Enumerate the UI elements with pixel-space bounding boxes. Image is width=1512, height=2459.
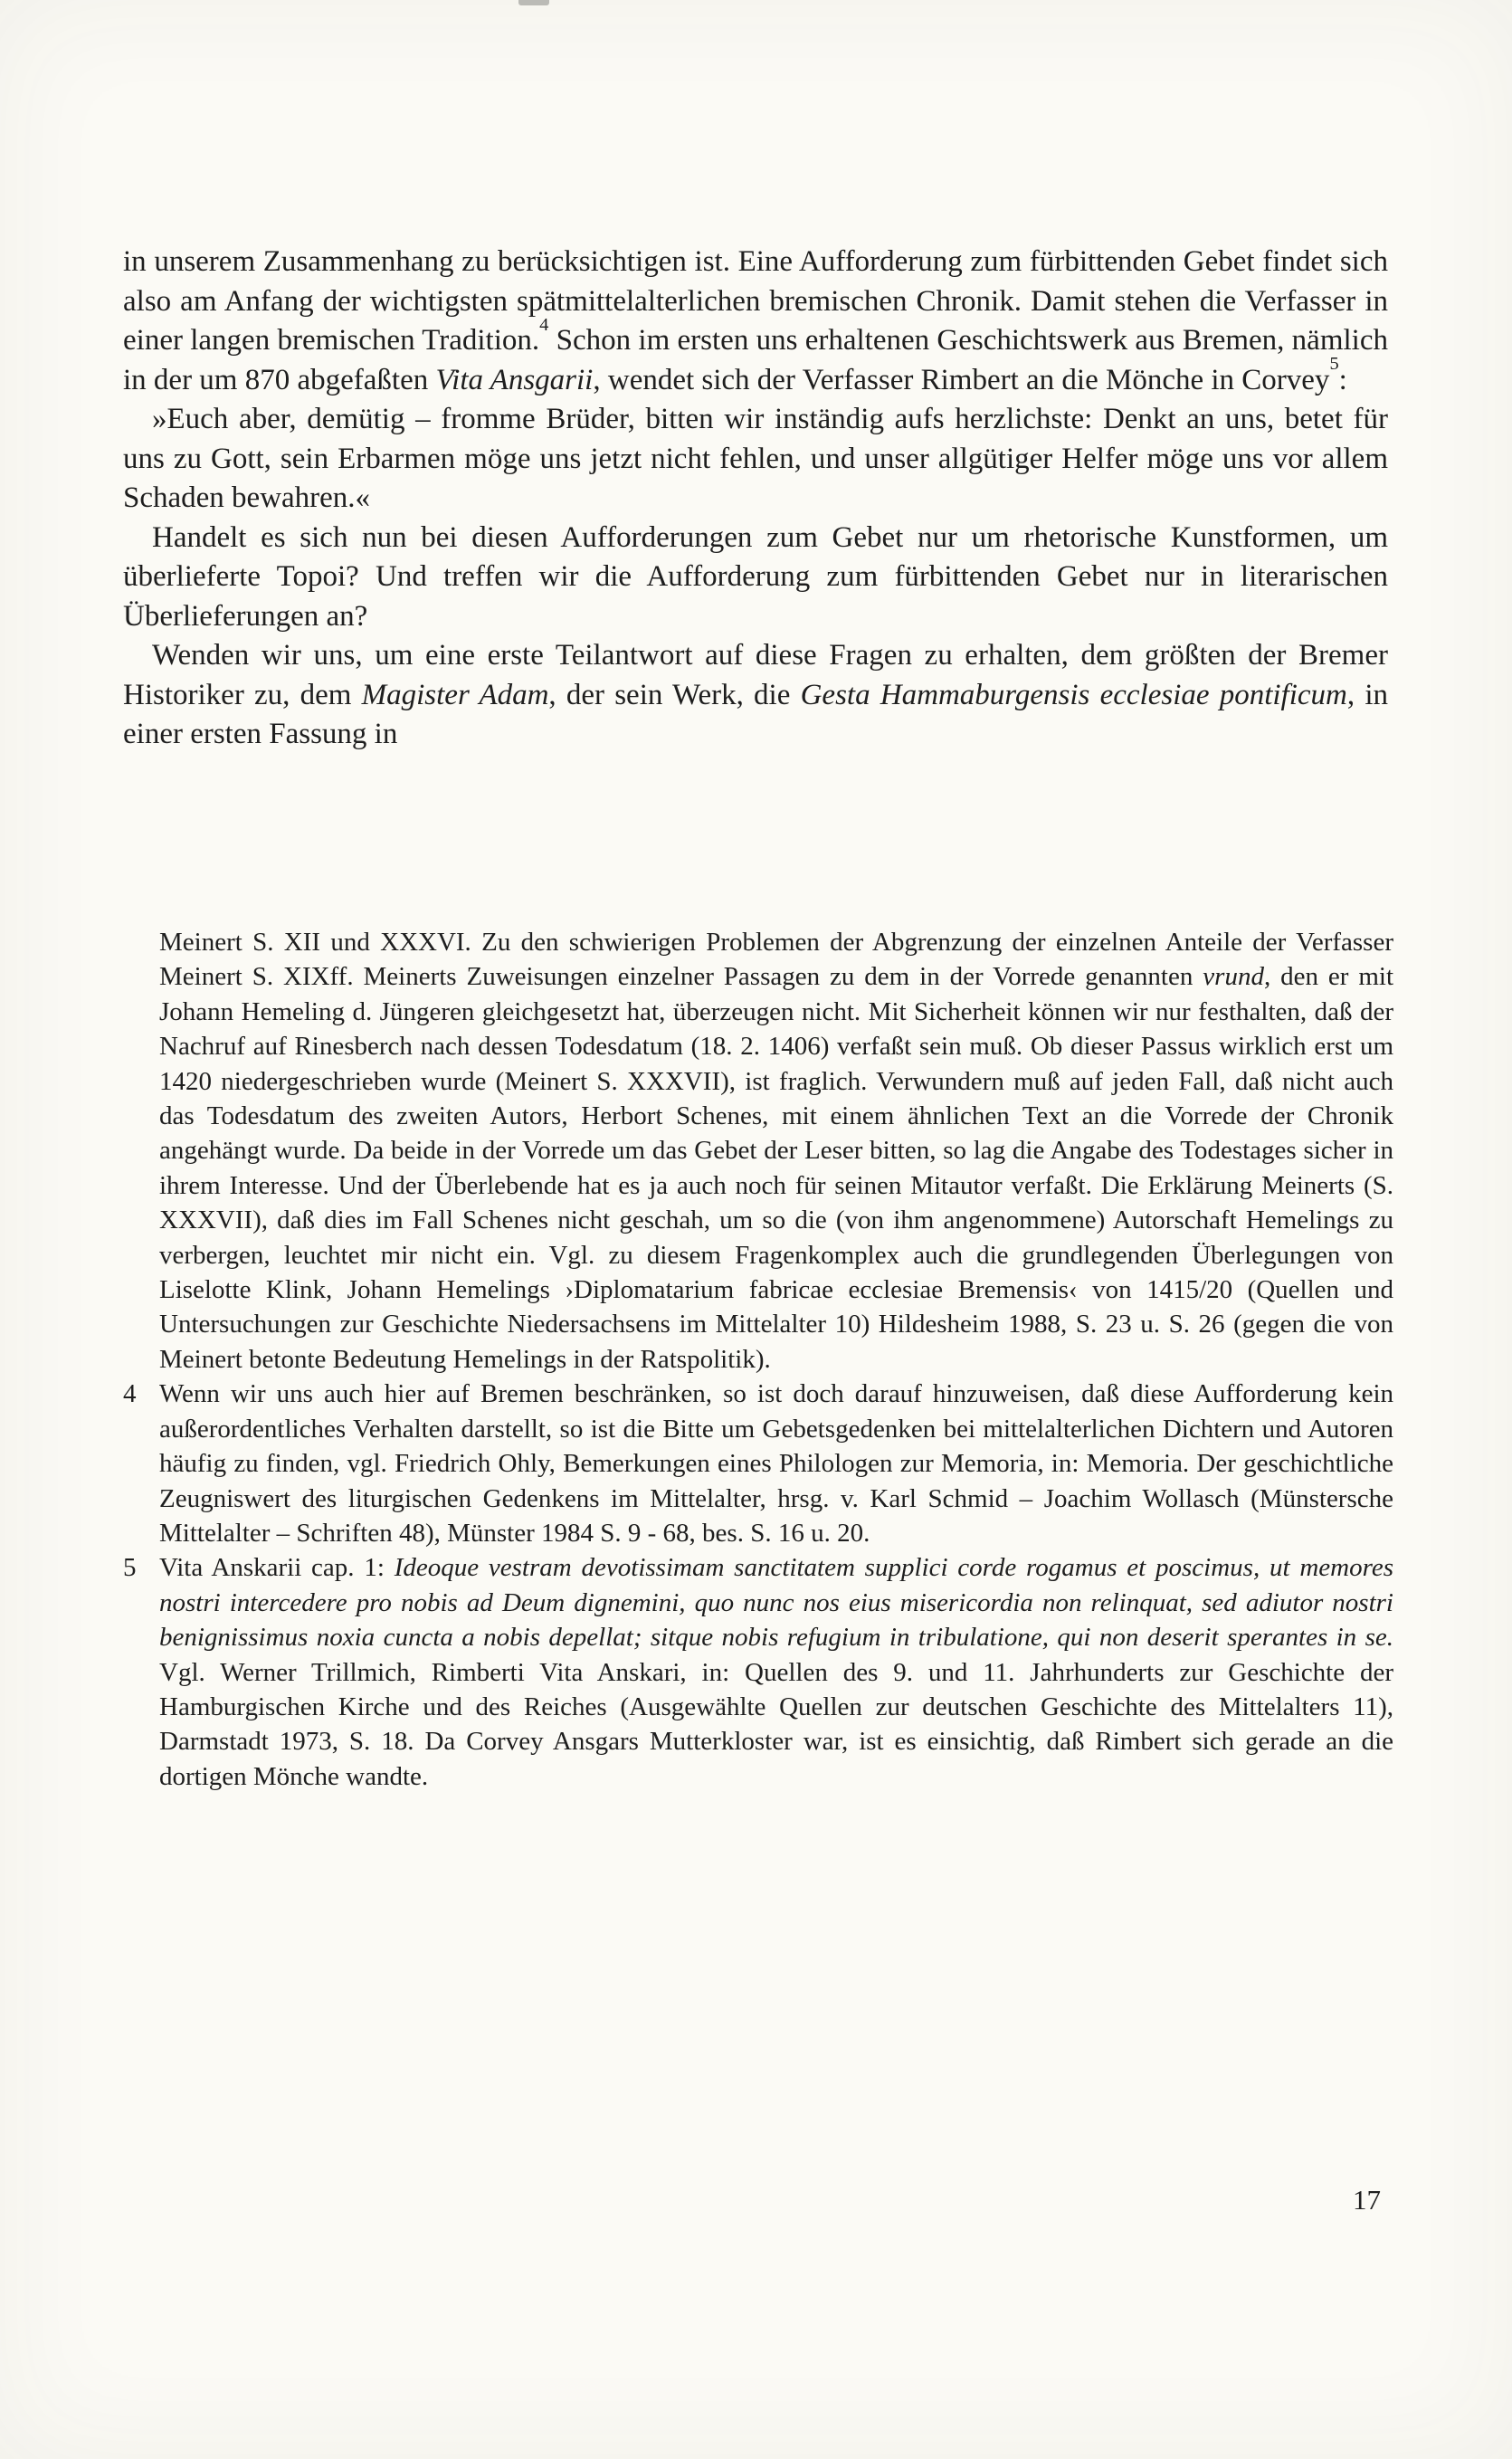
text-run: in unserem Zusammenhang zu berücksichtigen ist. Eine Aufforderung zum fürbittenden Gebet findet sich also am Anfang der wichtigsten spätmittelalterlichen bremischen Chronik. Damit stehen die Verfasser in einer langen bremischen Tradition.	[123, 245, 1388, 357]
text-run: Handelt es sich nun bei diesen Aufforderungen zum Gebet nur um rhetorische Kunstformen, um überlieferte Topoi? Und treffen wir die Aufforderung zum fürbittenden Gebet nur in literarischen Überlieferungen an?	[123, 520, 1388, 633]
footnote-text	[159, 1379, 1393, 1548]
paragraph	[123, 636, 1388, 755]
footnote	[123, 925, 1393, 1377]
footnote	[123, 1550, 1393, 1794]
scan-artifact	[518, 0, 549, 5]
paragraph	[123, 243, 1388, 400]
footnote-text	[159, 1553, 1393, 1790]
text-run: Vita Anskarii cap. 1:	[159, 1553, 395, 1583]
footnotes-block	[123, 925, 1393, 1794]
text-run: Meinert S. XII und XXXVI. Zu den schwierigen Problemen der Abgrenzung der einzelnen Anteile der Verfasser Meinert S. XIXff. Meinerts Zuweisungen einzelner Passagen zu dem in der Vorrede genannten	[159, 928, 1393, 992]
text-run: Vgl. Werner Trillmich, Rimberti Vita Anskari, in: Quellen des 9. und 11. Jahrhunderts zur Geschichte der Hamburgischen Kirche und des Reiches (Ausgewählte Quellen zur deutschen Geschichte des Mittelalters 11), Darmstadt 1973, S. 18. Da Corvey Ansgars Mutterkloster war, ist es einsichtig, daß Rimbert sich gerade an die dortigen Mönche wandte.	[159, 1657, 1393, 1791]
paragraph	[123, 400, 1388, 519]
text-run: , der sein Werk, die	[548, 678, 801, 711]
paragraph	[123, 519, 1388, 637]
footnote-number: 4	[123, 1379, 137, 1409]
text-run: Wenn wir uns auch hier auf Bremen beschränken, so ist doch darauf hinzuweisen, daß diese Aufforderung kein außerordentliches Verhalten darstellt, so ist die Bitte um Gebetsgedenken bei mittelalterlichen Dichtern und Autoren häufig zu finden, vgl. Friedrich Ohly, Bemerkungen eines Philologen zur Memoria, in: Memoria. Der geschichtliche Zeugniswert des liturgischen Gedenkens im Mittelalter, hrsg. v. Karl Schmid – Joachim Wollasch (Münstersche Mittelalter – Schriften 48), Münster 1984 S. 9 - 68, bes. S. 16 u. 20.	[159, 1379, 1393, 1548]
text-run: »Euch aber, demütig – fromme Brüder, bitten wir inständig aufs herzlichste: Denkt an uns, betet für uns zu Gott, sein Erbarmen möge uns jetzt nicht fehlen, und unser allgütiger Helfer möge uns vor allem Schaden bewahren.«	[123, 403, 1388, 514]
main-text-block	[123, 243, 1388, 755]
text-run: Schon im ersten uns erhaltenen Geschichtswerk aus Bremen, nämlich in der um 870 abgefaßten	[123, 324, 1388, 396]
text-run: Wenden wir uns, um eine erste Teilantwort auf diese Fragen zu erhalten, dem größten der Bremer Historiker zu, dem	[123, 639, 1388, 711]
text-run: :	[1338, 363, 1347, 396]
italic-text: Ideoque vestram devotissimam sanctitatem supplici corde rogamus et poscimus, ut memores nostri intercedere pro nobis ad Deum dignemini, quo nunc nos eius misericordia non relinquat, sed adiutor nostri benignissimus noxia cuncta a nobis depellat; sitque nobis refugium in tribulatione, qui non deserit sperantes in se.	[159, 1553, 1393, 1653]
text-run: , den er mit Johann Hemeling d. Jüngeren gleichgesetzt hat, überzeugen nicht. Mit Sicherheit können wir nur festhalten, daß der Nachruf auf Rinesberch nach dessen Todesdatum (18. 2. 1406) verfaßt sein muß. Ob dieser Passus wirklich erst um 1420 niedergeschrieben wurde (Meinert S. XXXVII), ist fraglich. Verwundern muß auf jeden Fall, daß nicht auch das Todesdatum des zweiten Autors, Herbort Schenes, mit einem ähnlichen Text an die Vorrede der Chronik angehängt wurde. Da beide in der Vorrede um das Gebet der Leser bitten, so lag die Angabe des Todestages sicher in ihrem Interesse. Und der Überlebende hat es ja auch noch für seinen Mitautor verfaßt. Die Erklärung Meinerts (S. XXXVII), daß dies im Fall Schenes nicht geschah, um so die (von ihm angenommene) Autorschaft Hemelings zu verbergen, leuchtet mir nicht ein. Vgl. zu diesem Fragenkomplex auch die grundlegenden Überlegungen von Liselotte Klink, Johann Hemelings ›Diplomatarium fabricae ecclesiae Bremensis‹ von 1415/20 (Quellen und Untersuchungen zur Geschichte Niedersachsens im Mittelalter 10) Hildesheim 1988, S. 23 u. S. 26 (gegen die von Meinert betonte Bedeutung Hemelings in der Ratspolitik).	[159, 962, 1393, 1374]
footnote-reference: 5	[1329, 354, 1339, 375]
page-number: 17	[1353, 2184, 1381, 2216]
footnote-number: 5	[123, 1553, 137, 1583]
text-run: , wendet sich der Verfasser Rimbert an die Mönche in Corvey	[593, 363, 1330, 396]
italic-text: Vita Ansgarii	[435, 363, 594, 396]
footnote	[123, 1377, 1393, 1550]
text-run: , in einer ersten Fassung in	[123, 678, 1388, 750]
italic-text: Gesta Hammaburgensis ecclesiae pontificum	[800, 678, 1347, 711]
footnote-text	[159, 928, 1393, 1374]
italic-text: vrund	[1203, 962, 1264, 992]
italic-text: Magister Adam	[361, 678, 549, 711]
footnote-reference: 4	[539, 314, 549, 335]
